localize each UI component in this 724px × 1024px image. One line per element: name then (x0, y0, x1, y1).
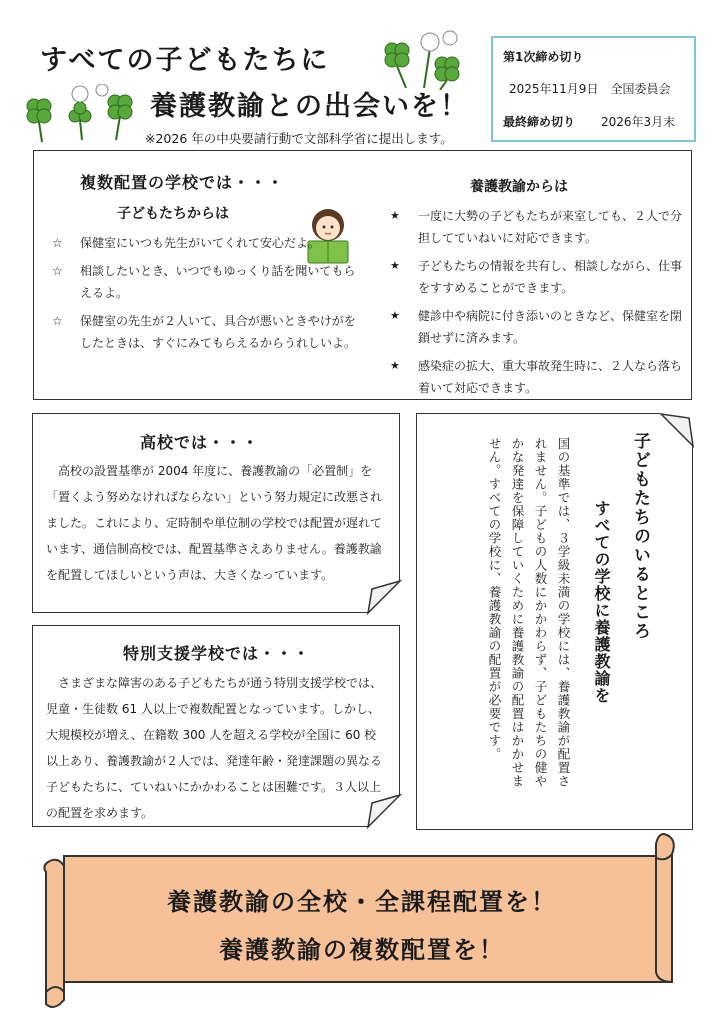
first-deadline-value: 2025年11月9日 全国委員会 (509, 82, 671, 96)
every-school-subtitle: すべての学校に養護教諭を (592, 500, 611, 704)
banner-line-2: 養護教諭の複数配置を！ (219, 936, 505, 964)
clover-right-illustration (380, 30, 470, 90)
list-item: ☆ 相談したいとき、いつでもゆっくり話を聞いてもらえるよ。 (50, 260, 360, 304)
special-support-body: さまざまな障害のある子どもたちが通う特別支援学校では、児童・生徒数 61 人以上で複数配置となっています。しかし、大規模校が増え、在籍数 300 人を超える学校が全国に 60 校以上あり、養護教諭が２人では、発達年齢・発達課題の異なる子どもたちに、ていねいにかかわることは困難です。３人以上の配置を求めます。 (46, 676, 383, 820)
list-item: ☆ 保健室にいつも先生がいてくれて安心だよ。 (50, 232, 360, 254)
star-filled-icon: ★ (390, 209, 400, 222)
list-item: ★ 感染症の拡大、重大事故発生時に、２人なら落ち着いて対応できます。 (388, 355, 688, 399)
list-item: ★ 健診中や病院に付き添いのときなど、保健室を閉鎖せずに済みます。 (388, 305, 688, 349)
high-school-body: 高校の設置基準が 2004 年度に、養護教諭の「必置制」を「置くよう努めなければならない」という努力規定に改悪されました。これにより、定時制や単位制の学校では配置が遅れています、通信制高校では、配置基準さえありません。養護教諭を配置してほしいという声は、大きくなっています。 (46, 464, 383, 582)
star-filled-icon: ★ (390, 309, 400, 322)
special-support-heading: 特別支援学校では・・・ (123, 644, 311, 663)
teacher-voices-heading: 養護教諭からは (470, 179, 568, 195)
list-item: ★ 一度に大勢の子どもたちが来室しても、２人で分担してていねいに対応できます。 (388, 205, 688, 249)
title-note: ※2026 年の中央要請行動で文部科学省に提出します。 (145, 131, 453, 146)
multiple-placement-heading: 複数配置の学校では・・・ (80, 173, 285, 192)
star-outline-icon: ☆ (52, 264, 63, 278)
star-filled-icon: ★ (390, 359, 400, 372)
list-item: ★ 子どもたちの情報を共有し、相談しながら、仕事をすすめることができます。 (388, 255, 688, 299)
every-school-body: 国の基準では、３学級未満の学校には、養護教諭が配置されません。子どもの人数にかかわらず、子どもたちの健やかな発達を保障していくために養護教諭の配置はかかせません。すべての学校に、養護教諭の配置が必要です。 (487, 437, 571, 788)
title-line-2: 養護教諭との出会いを！ (150, 91, 469, 122)
list-item: ☆ 保健室の先生が２人いて、具合が悪いときやけがをしたときは、すぐにみてもらえるからうれしいよ。 (50, 310, 360, 354)
children-voices-heading: 子どもたちからは (117, 206, 229, 222)
star-outline-icon: ☆ (52, 236, 63, 250)
high-school-heading: 高校では・・・ (140, 433, 260, 452)
teacher-voices-list (388, 205, 688, 405)
deadline-box (491, 36, 696, 142)
page-fold-corner (659, 412, 695, 448)
first-deadline-label: 第1次締め切り (503, 50, 584, 64)
children-voices-list (50, 232, 360, 360)
banner-line-1: 養護教諭の全校・全課程配置を！ (167, 888, 557, 916)
final-deadline-value: 2026年3月末 (601, 115, 676, 129)
star-outline-icon: ☆ (52, 314, 63, 328)
final-deadline-label: 最終締め切り (503, 115, 576, 129)
star-filled-icon: ★ (390, 259, 400, 272)
title-line-1: すべての子どもたちに (40, 45, 330, 76)
scroll-banner (38, 832, 694, 1012)
clover-left-illustration (20, 84, 140, 144)
every-school-title: 子どもたちのいるところ (630, 432, 650, 641)
